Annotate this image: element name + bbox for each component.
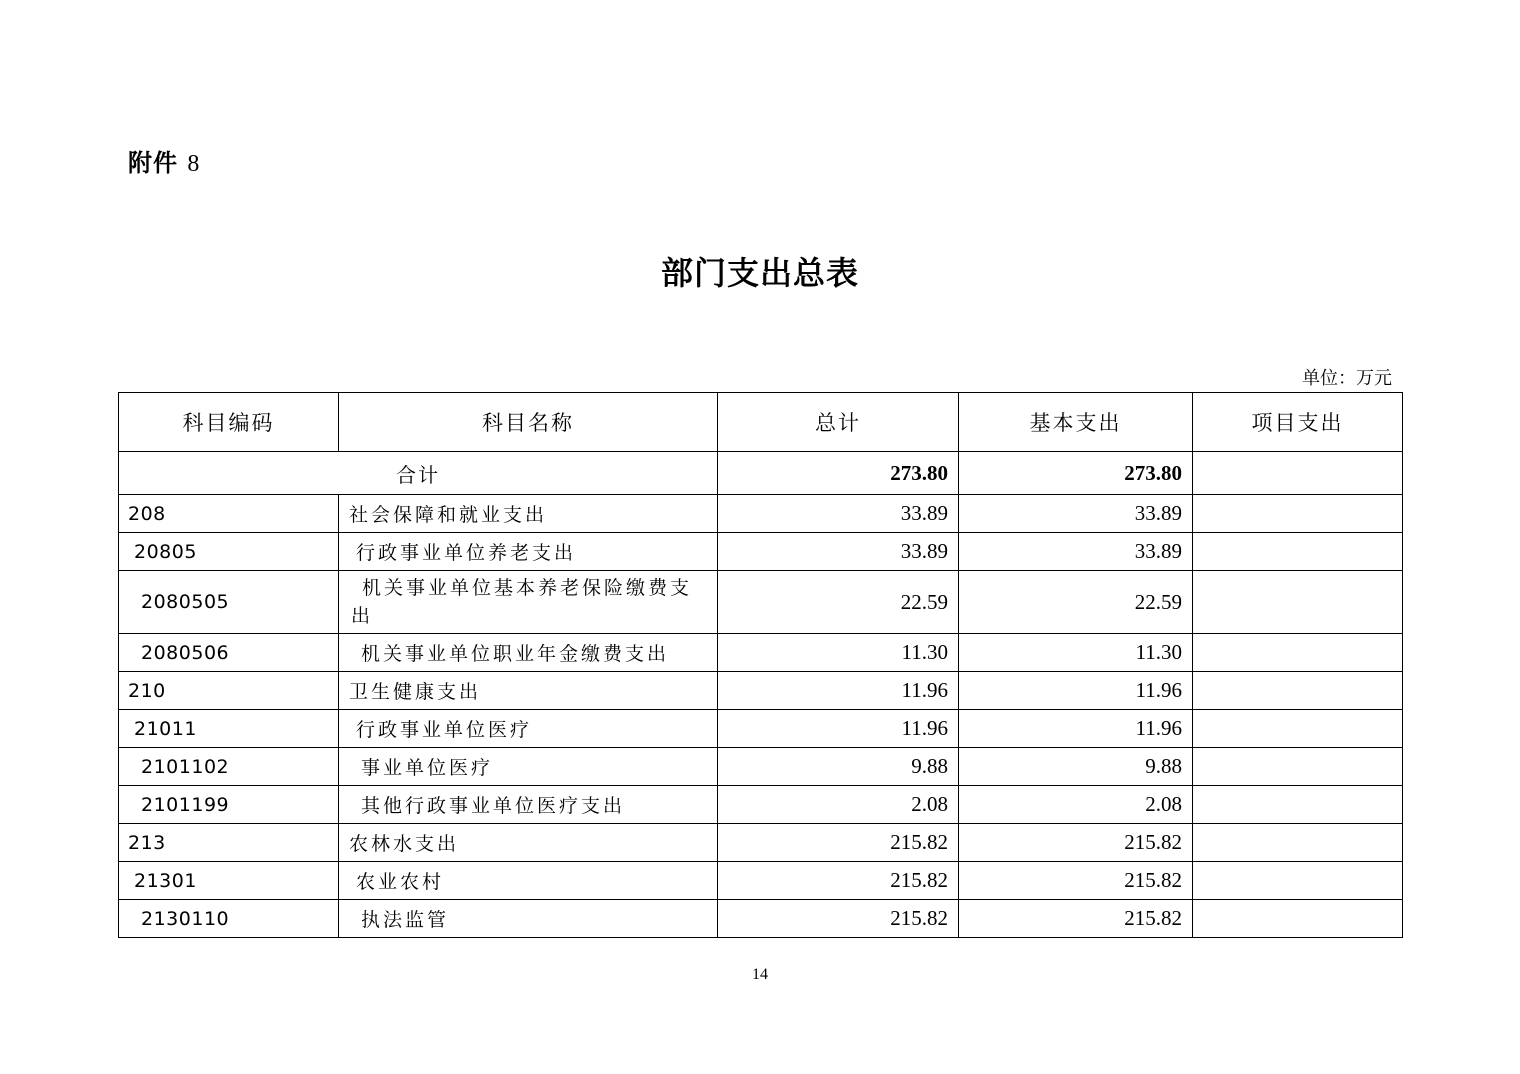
row-total: 11.96 bbox=[718, 710, 959, 748]
row-code: 2101102 bbox=[119, 748, 339, 786]
row-total: 215.82 bbox=[718, 862, 959, 900]
table-row bbox=[119, 634, 1403, 672]
attachment-text: 附件 bbox=[128, 149, 178, 177]
row-project bbox=[1193, 786, 1403, 824]
row-basic: 33.89 bbox=[959, 495, 1193, 533]
row-total: 11.30 bbox=[718, 634, 959, 672]
row-name: 机关事业单位职业年金缴费支出 bbox=[339, 634, 718, 672]
table-row bbox=[119, 824, 1403, 862]
expenditure-table bbox=[118, 392, 1403, 938]
row-total: 33.89 bbox=[718, 495, 959, 533]
header-row bbox=[119, 393, 1403, 452]
row-basic: 215.82 bbox=[959, 824, 1193, 862]
attachment-number: 8 bbox=[187, 151, 201, 177]
row-total: 2.08 bbox=[718, 786, 959, 824]
row-project bbox=[1193, 748, 1403, 786]
unit-label: 单位：万元 bbox=[1302, 368, 1392, 389]
row-project bbox=[1193, 710, 1403, 748]
row-name: 事业单位医疗 bbox=[339, 748, 718, 786]
table-row bbox=[119, 786, 1403, 824]
header-name: 科目名称 bbox=[339, 393, 718, 452]
row-basic: 9.88 bbox=[959, 748, 1193, 786]
row-project bbox=[1193, 900, 1403, 938]
row-total: 9.88 bbox=[718, 748, 959, 786]
row-total: 215.82 bbox=[718, 900, 959, 938]
row-code: 21011 bbox=[119, 710, 339, 748]
row-code: 2080506 bbox=[119, 634, 339, 672]
total-row bbox=[119, 452, 1403, 495]
row-name: 行政事业单位养老支出 bbox=[339, 533, 718, 571]
row-project bbox=[1193, 495, 1403, 533]
row-basic: 2.08 bbox=[959, 786, 1193, 824]
row-project bbox=[1193, 672, 1403, 710]
row-project bbox=[1193, 634, 1403, 672]
row-name: 机关事业单位基本养老保险缴费支出 bbox=[339, 571, 718, 634]
attachment-label bbox=[128, 143, 200, 178]
row-total: 22.59 bbox=[718, 571, 959, 634]
table-row bbox=[119, 533, 1403, 571]
row-name: 行政事业单位医疗 bbox=[339, 710, 718, 748]
row-basic: 11.96 bbox=[959, 672, 1193, 710]
header-code: 科目编码 bbox=[119, 393, 339, 452]
table-row bbox=[119, 862, 1403, 900]
row-project bbox=[1193, 824, 1403, 862]
row-basic: 215.82 bbox=[959, 862, 1193, 900]
row-name: 卫生健康支出 bbox=[339, 672, 718, 710]
page-number: 14 bbox=[752, 966, 768, 983]
row-code: 20805 bbox=[119, 533, 339, 571]
total-sum: 273.80 bbox=[718, 452, 959, 495]
row-code: 208 bbox=[119, 495, 339, 533]
header-basic: 基本支出 bbox=[959, 393, 1193, 452]
row-total: 215.82 bbox=[718, 824, 959, 862]
table-row bbox=[119, 710, 1403, 748]
row-basic: 33.89 bbox=[959, 533, 1193, 571]
row-project bbox=[1193, 533, 1403, 571]
row-total: 11.96 bbox=[718, 672, 959, 710]
total-project bbox=[1193, 452, 1403, 495]
row-code: 2130110 bbox=[119, 900, 339, 938]
row-name: 其他行政事业单位医疗支出 bbox=[339, 786, 718, 824]
row-name: 农林水支出 bbox=[339, 824, 718, 862]
row-code: 21301 bbox=[119, 862, 339, 900]
row-code: 210 bbox=[119, 672, 339, 710]
row-basic: 22.59 bbox=[959, 571, 1193, 634]
header-total: 总计 bbox=[718, 393, 959, 452]
row-name: 社会保障和就业支出 bbox=[339, 495, 718, 533]
page-title: 部门支出总表 bbox=[660, 254, 859, 292]
table-row bbox=[119, 900, 1403, 938]
row-code: 213 bbox=[119, 824, 339, 862]
row-project bbox=[1193, 862, 1403, 900]
table-row bbox=[119, 495, 1403, 533]
row-basic: 11.30 bbox=[959, 634, 1193, 672]
row-project bbox=[1193, 571, 1403, 634]
row-total: 33.89 bbox=[718, 533, 959, 571]
table-row bbox=[119, 571, 1403, 634]
row-name: 农业农村 bbox=[339, 862, 718, 900]
total-label: 合计 bbox=[119, 452, 718, 495]
total-basic: 273.80 bbox=[959, 452, 1193, 495]
row-basic: 11.96 bbox=[959, 710, 1193, 748]
row-name: 执法监管 bbox=[339, 900, 718, 938]
table-row bbox=[119, 672, 1403, 710]
row-basic: 215.82 bbox=[959, 900, 1193, 938]
row-code: 2101199 bbox=[119, 786, 339, 824]
table-row bbox=[119, 748, 1403, 786]
row-code: 2080505 bbox=[119, 571, 339, 634]
header-project: 项目支出 bbox=[1193, 393, 1403, 452]
